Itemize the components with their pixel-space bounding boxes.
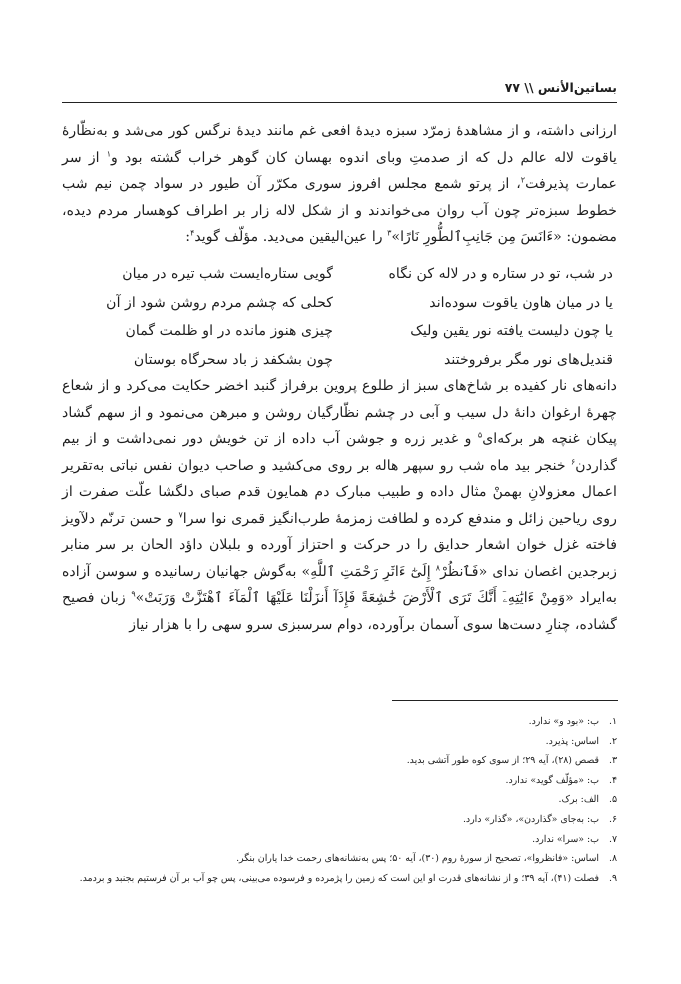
footnote-number: ۷. bbox=[608, 833, 617, 845]
footnote bbox=[62, 712, 617, 732]
footnote-text: ب: «مؤلّف گوید» ندارد. bbox=[505, 774, 599, 786]
footnote-mark-1: ۱ bbox=[106, 148, 112, 158]
footnote-number: ۱. bbox=[608, 716, 617, 727]
hemistich-first: در شب، تو در ستاره و در لاله کن نگاه bbox=[388, 266, 613, 283]
footnote-text: ب: «بود و» ندارد. bbox=[528, 716, 599, 727]
footnote bbox=[62, 869, 617, 889]
footnote bbox=[62, 849, 617, 869]
footnote-mark-9: ۹ bbox=[131, 589, 136, 599]
footnote-text: ب: به‌جای «گذاردن»، «گذار» دارد. bbox=[462, 813, 599, 825]
footnote-number: ۸. bbox=[608, 853, 617, 865]
hemistich-second: چون بشکفد ز باد سحرگاه بوستان bbox=[133, 351, 333, 368]
footnote-number: ۳. bbox=[608, 755, 617, 767]
hemistich-second: کحلی که چشم مردم روشن شود از آن bbox=[106, 294, 333, 311]
footnote-number: ۲. bbox=[608, 735, 617, 747]
hemistich-second: چیزی هنوز مانده در او ظلمت گمان bbox=[125, 323, 333, 340]
footnote-text: فصلت (۴۱)، آیه ۳۹؛ و از نشانه‌های قدرت او این است که زمین را پژمرده و فرسوده می‌بینی، پس چو آب بر آن فرستیم بجنبد و بردمد. bbox=[79, 872, 599, 884]
header-rule bbox=[62, 102, 617, 103]
footnote-text: ب: «سرا» ندارد. bbox=[532, 833, 599, 845]
footnote bbox=[62, 771, 617, 791]
footnote-text: اساس: پذیرد. bbox=[545, 735, 599, 747]
footnote-number: ۹. bbox=[608, 872, 617, 884]
footnote-rule bbox=[392, 700, 618, 701]
footnote bbox=[62, 732, 617, 752]
footnote-mark-8: ۸ bbox=[435, 562, 441, 572]
hemistich-first: یا چون دلیست یافته نور یقین ولیک bbox=[410, 323, 613, 340]
footnote bbox=[62, 751, 617, 771]
footnote-text: اساس: «فانظروا»، تصحیح از سورهٔ روم (۳۰)، آیه ۵۰؛ پس به‌نشانه‌های رحمت خدا یاران بنگر. bbox=[236, 853, 599, 865]
footnote-text: الف: برک. bbox=[558, 794, 599, 806]
running-header bbox=[62, 76, 617, 98]
footnote bbox=[62, 810, 617, 830]
footnote-number: ۵. bbox=[608, 794, 617, 806]
footnote-text: قصص (۲۸)، آیه ۲۹؛ از سوی کوه طور آتشی بدید. bbox=[406, 755, 599, 767]
footnote-mark-3: ۳ bbox=[387, 228, 392, 238]
page-header-title: بساتین‌الأنس \\ ۷۷ bbox=[504, 79, 617, 95]
intro-text: ارزانی داشته، و از مشاهدهٔ زمرّد سبزه دیدهٔ افعی غم مانند دیدهٔ نرگس کور می‌شد و به‌نظّارهٔ یاقوت لاله عالم دل که از صدمتِ وبای اندوه بهسان کان گوهر خراب گشته بود و$^۱$ از سر عمارت پذیرفت$^۲$، از پرتو شمع مجلس افروز سوری مکرّر آن طیور در سواد چمن نیم شب خطوط سبزه‌تر چون آب روان می‌خواندند و از شکل لاله زار بر اطراف کوهسار مردم دیده، مضمون: «ءَانَسَ مِن جَانِبِ‌ٱلطُّورِ نَارًا»$^۳$ را عین‌الیقین می‌دید. مؤلّف گوید$^۴$: bbox=[62, 123, 618, 245]
hemistich-first: قندیل‌های نور مگر برفروختند bbox=[443, 351, 613, 368]
poem-block bbox=[62, 260, 617, 374]
poem-couplet bbox=[62, 260, 617, 289]
paragraph-main bbox=[62, 373, 617, 638]
footnote-mark-4: ۴ bbox=[190, 228, 195, 238]
poem-couplet bbox=[62, 289, 617, 318]
paragraph-intro bbox=[62, 118, 617, 251]
main-text: دانه‌های نار کفیده بر شاخ‌های سبز از طلوع پروین برفراز گنبد اخضر حکایت می‌کرد و از شعاع چهرهٔ ارغوان دانهٔ دل سیب و آبی در چشم نظّارگیان روشن و مبرهن می‌نمود و از سهم گشاد پیکان غنچه هر برکه‌ای$^۵$ و غدیر زره و جوشن آب داده از تن خویش دور نمی‌داشت و از بیم گذاردن$^۶$ خنجر بید ماه شب رو سپهر هاله بر روی می‌کشید و صاحب دیوان نفس نباتی به‌تقریر اعمال معزولانِ بهمنْ مثال داده و طبیب مبارک دم همایون قدم صبای دلگشا علّت صفرت از روی ریاحین زائل و مندفع کرده و لطافت زمزمهٔ طرب‌انگیز قمری نوا سرا$^۷$ و حسن ترنّم دلآویز فاخته غزل خوان اشعار حدایق را در حرکت و احتزاز آورده و بلبلان داؤد الحان بر سر منابر زبرجدین اغصان ندای «فَٱنظُرْ$^۸$ إِلَىٰٓ ءَاثَرِ رَحْمَتِ ٱللَّهِ» به‌گوش جهانیان رسانیده و سوسن آزاده به‌ایراد «وَمِنْ ءَايَٰتِهِۦٓ أَنَّكَ تَرَى ٱلْأَرْضَ خَٰشِعَةً فَإِذَآ أَنزَلْنَا عَلَيْهَا ٱلْمَآءَ ٱهْتَزَّتْ وَرَبَتْ»$^۹$ زبان فصیح گشاده، چنارِ دست‌ها سوی آسمان برآورده، دوام سرسبزی سرو سهی را با هزار نیاز bbox=[62, 378, 618, 633]
footnote bbox=[62, 790, 617, 810]
hemistich-second: گویی ستاره‌ایست شب تیره در میان bbox=[122, 266, 333, 283]
footnotes bbox=[62, 712, 617, 888]
footnote-number: ۶. bbox=[608, 813, 617, 825]
footnote bbox=[62, 830, 617, 850]
footnote-mark-6: ۶ bbox=[570, 456, 576, 466]
footnote-mark-7: ۷ bbox=[178, 509, 183, 519]
poem-couplet bbox=[62, 346, 617, 375]
footnote-number: ۴. bbox=[608, 774, 617, 786]
footnote-mark-2: ۲ bbox=[520, 175, 526, 185]
poem-couplet bbox=[62, 317, 617, 346]
hemistich-first: یا در میان هاون یاقوت سوده‌اند bbox=[429, 294, 613, 311]
footnote-mark-5: ۵ bbox=[477, 430, 483, 440]
